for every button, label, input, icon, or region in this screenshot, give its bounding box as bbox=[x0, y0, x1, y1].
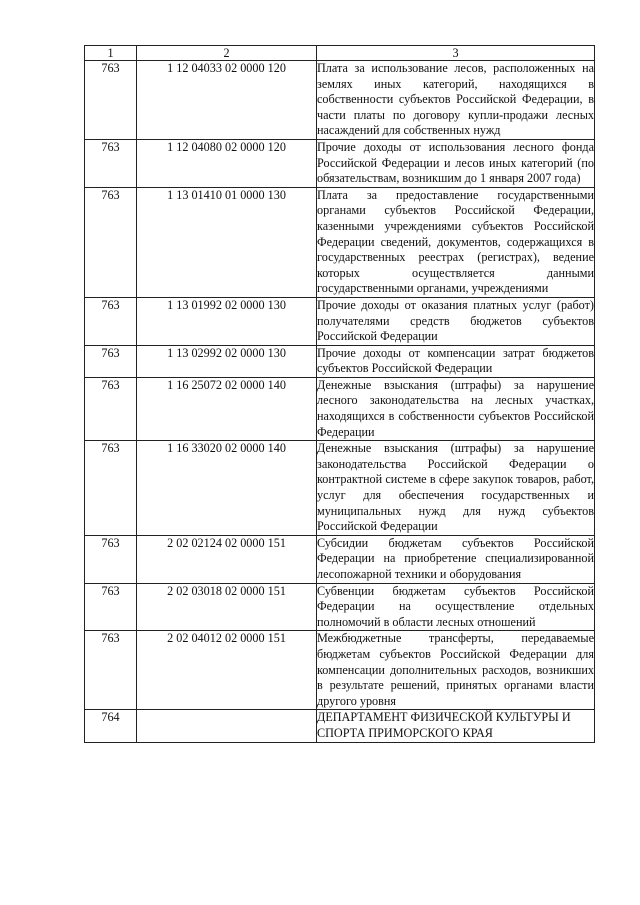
admin-code: 763 bbox=[85, 139, 137, 187]
department-title: ДЕПАРТАМЕНТ ФИЗИЧЕСКОЙ КУЛЬТУРЫ И СПОРТА ПРИМОРСКОГО КРАЯ bbox=[317, 710, 595, 742]
column-header-2: 2 bbox=[137, 46, 317, 61]
budget-code: 1 13 02992 02 0000 130 bbox=[137, 345, 317, 377]
admin-code: 763 bbox=[85, 535, 137, 583]
budget-code: 1 12 04033 02 0000 120 bbox=[137, 61, 317, 140]
budget-code: 1 12 04080 02 0000 120 bbox=[137, 139, 317, 187]
revenue-description: Субсидии бюджетам субъектов Российской Федерации на приобретение специализированной лесопожарной техники и оборудования bbox=[317, 535, 595, 583]
admin-code: 763 bbox=[85, 345, 137, 377]
table-row bbox=[85, 631, 595, 710]
revenue-description: Прочие доходы от оказания платных услуг (работ) получателями средств бюджетов субъектов Российской Федерации bbox=[317, 297, 595, 345]
admin-code: 763 bbox=[85, 441, 137, 536]
revenue-description: Межбюджетные трансферты, передаваемые бюджетам субъектов Российской Федерации для компенсации дополнительных расходов, возникших в результате решений, принятых органами власти другого уровня bbox=[317, 631, 595, 710]
admin-code: 763 bbox=[85, 631, 137, 710]
revenue-description: Субвенции бюджетам субъектов Российской Федерации на осуществление отдельных полномочий в области лесных отношений bbox=[317, 583, 595, 631]
admin-code: 764 bbox=[85, 710, 137, 742]
budget-code: 2 02 02124 02 0000 151 bbox=[137, 535, 317, 583]
budget-code: 2 02 03018 02 0000 151 bbox=[137, 583, 317, 631]
table-row bbox=[85, 535, 595, 583]
table-row bbox=[85, 441, 595, 536]
revenue-description: Прочие доходы от компенсации затрат бюджетов субъектов Российской Федерации bbox=[317, 345, 595, 377]
budget-code: 2 02 04012 02 0000 151 bbox=[137, 631, 317, 710]
revenue-description: Прочие доходы от использования лесного фонда Российской Федерации и лесов иных категорий (по обязательствам, возникшим до 1 января 2007 года) bbox=[317, 139, 595, 187]
table-row bbox=[85, 377, 595, 440]
department-row bbox=[85, 710, 595, 742]
revenue-description: Денежные взыскания (штрафы) за нарушение законодательства Российской Федерации о контрактной системе в сфере закупок товаров, работ, услуг для обеспечения государственных и муниципальных нужд для нужд субъектов Российской Федерации bbox=[317, 441, 595, 536]
table-row bbox=[85, 345, 595, 377]
column-header-3: 3 bbox=[317, 46, 595, 61]
table-row bbox=[85, 61, 595, 140]
revenue-description: Плата за использование лесов, расположенных на землях иных категорий, находящихся в собственности субъектов Российской Федерации, в части платы по договору купли-продажи лесных насаждений для собственных нужд bbox=[317, 61, 595, 140]
budget-code bbox=[137, 710, 317, 742]
budget-code: 1 16 25072 02 0000 140 bbox=[137, 377, 317, 440]
table-row bbox=[85, 187, 595, 297]
budget-code: 1 16 33020 02 0000 140 bbox=[137, 441, 317, 536]
budget-code: 1 13 01992 02 0000 130 bbox=[137, 297, 317, 345]
budget-code: 1 13 01410 01 0000 130 bbox=[137, 187, 317, 297]
classification-table bbox=[84, 45, 595, 743]
table-row bbox=[85, 297, 595, 345]
revenue-description: Плата за предоставление государственными органами субъектов Российской Федерации, казенными учреждениями субъектов Российской Федерации сведений, документов, содержащихся в государственных реестрах (регистрах), ведение которых осуществляется данными государственными органами, учреждениями bbox=[317, 187, 595, 297]
column-header-1: 1 bbox=[85, 46, 137, 61]
admin-code: 763 bbox=[85, 583, 137, 631]
header-row bbox=[85, 46, 595, 61]
table-row bbox=[85, 139, 595, 187]
admin-code: 763 bbox=[85, 297, 137, 345]
admin-code: 763 bbox=[85, 61, 137, 140]
admin-code: 763 bbox=[85, 187, 137, 297]
table-row bbox=[85, 583, 595, 631]
admin-code: 763 bbox=[85, 377, 137, 440]
revenue-description: Денежные взыскания (штрафы) за нарушение лесного законодательства на лесных участках, находящихся в собственности субъектов Российской Федерации bbox=[317, 377, 595, 440]
